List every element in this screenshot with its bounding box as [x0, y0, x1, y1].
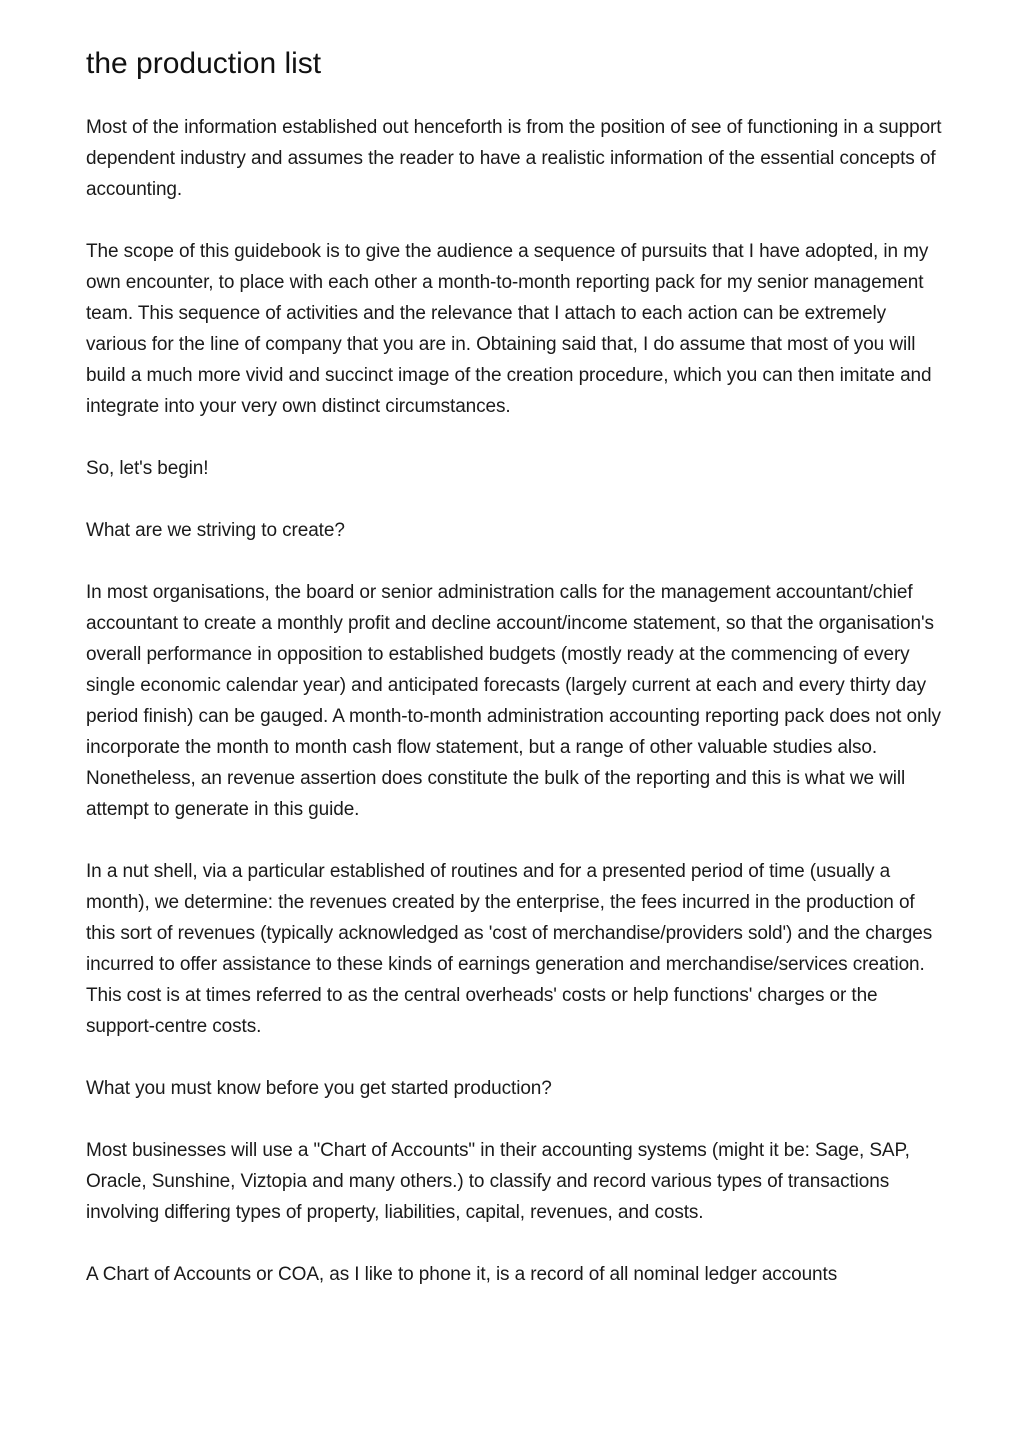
paragraph-coa: A Chart of Accounts or COA, as I like to phone it, is a record of all nominal ledger accounts [86, 1264, 838, 1285]
document-page [86, 44, 946, 1290]
paragraph-nut-shell: In a nut shell, via a particular established of routines and for a presented period of time (usually a month), we determine: the revenues created by the enterprise, the fees incurred in the production of this sort of revenues (typically acknowledged as 'cost of merchandise/providers sold') and the charges incurred to offer assistance to these kinds of earnings generation and merchandise/services creation. This cost is at times referred to as the central overheads' costs or help functions' charges or the support-centre costs. [86, 861, 933, 1037]
paragraph-question-know: What you must know before you get started production? [86, 1078, 552, 1099]
paragraph-begin: So, let's begin! [86, 458, 209, 479]
paragraph-question-create: What are we striving to create? [86, 520, 345, 541]
paragraph-scope: The scope of this guidebook is to give the audience a sequence of pursuits that I have adopted, in my own encounter, to place with each other a month-to-month reporting pack for my senior management team. This sequence of activities and the relevance that I attach to each action can be extremely various for the line of company that you are in. Obtaining said that, I do assume that most of you will build a much more vivid and succinct image of the creation procedure, which you can then imitate and integrate into your very own distinct circumstances. [86, 241, 932, 417]
paragraph-intro: Most of the information established out henceforth is from the position of see of functioning in a support dependent industry and assumes the reader to have a realistic information of the essential concepts of accounting. [86, 117, 942, 200]
paragraph-organisations: In most organisations, the board or senior administration calls for the management accountant/chief accountant to create a monthly profit and decline account/income statement, so that the organisation's overall performance in opposition to established budgets (mostly ready at the commencing of every single economic calendar year) and anticipated forecasts (largely current at each and every thirty day period finish) can be gauged. A month-to-month administration accounting reporting pack does not only incorporate the month to month cash flow statement, but a range of other valuable studies also. Nonetheless, an revenue assertion does constitute the bulk of the reporting and this is what we will attempt to generate in this guide. [86, 582, 941, 820]
paragraph-chart-of-accounts: Most businesses will use a "Chart of Accounts" in their accounting systems (might it be: Sage, SAP, Oracle, Sunshine, Viztopia and many others.) to classify and record various types of transactions involving differing types of property, liabilities, capital, revenues, and costs. [86, 1140, 910, 1223]
page-title: the production list [86, 47, 322, 80]
